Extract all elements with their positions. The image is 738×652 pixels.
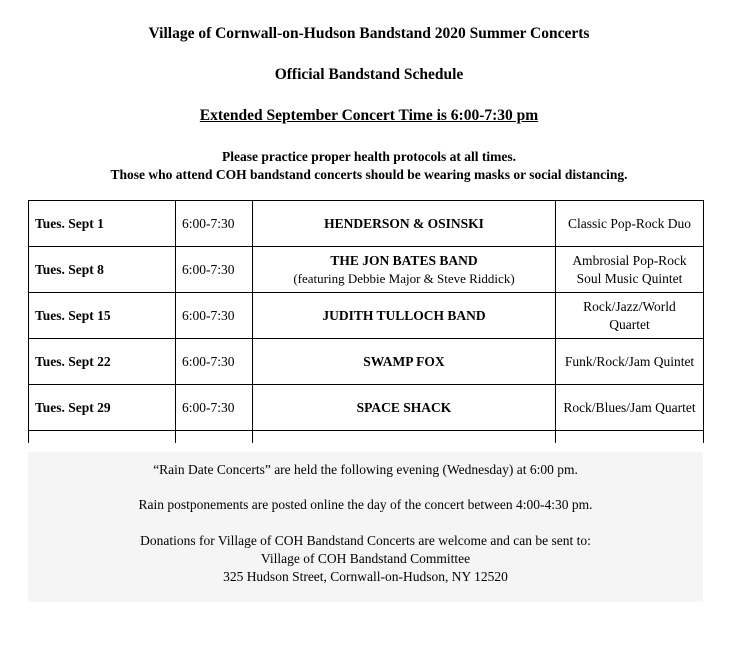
table-row xyxy=(29,339,704,385)
health-notice-line-2: Those who attend COH bandstand concerts should be wearing masks or social distancing. xyxy=(110,167,628,182)
band-cell xyxy=(253,339,556,385)
document-subtitle: Official Bandstand Schedule xyxy=(274,66,464,83)
concert-date: Tues. Sept 29 xyxy=(29,385,176,431)
concert-date: Tues. Sept 15 xyxy=(29,293,176,339)
concert-time: 6:00-7:30 xyxy=(176,247,253,293)
committee-name: Village of COH Bandstand Committee xyxy=(260,551,471,566)
concert-schedule-table xyxy=(28,200,704,443)
band-name: SPACE SHACK xyxy=(356,399,452,415)
band-genre: Rock/Blues/Jam Quartet xyxy=(556,385,704,431)
table-row xyxy=(29,201,704,247)
band-cell xyxy=(253,201,556,247)
band-cell xyxy=(253,247,556,293)
table-row xyxy=(29,293,704,339)
table-row-cut-off xyxy=(29,431,704,444)
donations-note: Donations for Village of COH Bandstand Concerts are welcome and can be sent to: xyxy=(140,533,591,548)
concert-time: 6:00-7:30 xyxy=(176,339,253,385)
band-genre: Classic Pop-Rock Duo xyxy=(556,201,704,247)
concert-time: 6:00-7:30 xyxy=(176,201,253,247)
concert-date: Tues. Sept 22 xyxy=(29,339,176,385)
table-row xyxy=(29,247,704,293)
band-genre: Ambrosial Pop-Rock Soul Music Quintet xyxy=(556,247,704,293)
band-name: SWAMP FOX xyxy=(363,353,445,369)
concert-time: 6:00-7:30 xyxy=(176,293,253,339)
health-notice-line-1: Please practice proper health protocols at all times. xyxy=(222,149,516,164)
band-cell xyxy=(253,293,556,339)
empty-cell xyxy=(253,431,556,444)
band-genre: Rock/Jazz/World Quartet xyxy=(556,293,704,339)
extended-time-note: Extended September Concert Time is 6:00-7:30 pm xyxy=(199,107,539,124)
rain-date-note: “Rain Date Concerts” are held the following evening (Wednesday) at 6:00 pm. xyxy=(153,462,578,477)
band-name: THE JON BATES BAND xyxy=(330,252,478,268)
concert-date: Tues. Sept 1 xyxy=(29,201,176,247)
rain-postponement-note: Rain postponements are posted online the day of the concert between 4:00-4:30 pm. xyxy=(138,497,593,512)
band-cell xyxy=(253,385,556,431)
empty-cell xyxy=(556,431,704,444)
concert-date: Tues. Sept 8 xyxy=(29,247,176,293)
empty-cell xyxy=(29,431,176,444)
band-name: HENDERSON & OSINSKI xyxy=(324,215,484,231)
band-featuring-note: (featuring Debbie Major & Steve Riddick) xyxy=(293,270,515,286)
band-genre: Funk/Rock/Jam Quintet xyxy=(556,339,704,385)
footer-info-panel xyxy=(28,452,703,602)
table-row xyxy=(29,385,704,431)
concert-time: 6:00-7:30 xyxy=(176,385,253,431)
empty-cell xyxy=(176,431,253,444)
document-title: Village of Cornwall-on-Hudson Bandstand 2020 Summer Concerts xyxy=(148,25,590,42)
mailing-address: 325 Hudson Street, Cornwall-on-Hudson, NY 12520 xyxy=(223,569,508,584)
band-name: JUDITH TULLOCH BAND xyxy=(322,307,486,323)
